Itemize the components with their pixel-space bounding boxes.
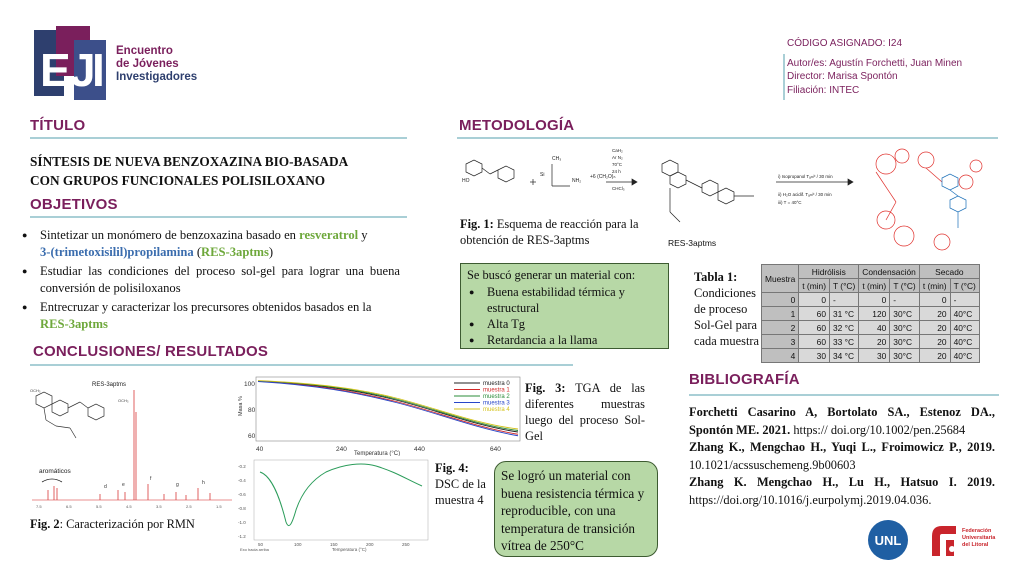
condition: ii) H₂O acidif. Tₐₘᵇ / 30 min: [778, 192, 832, 197]
fuldl-line2: Universitaria: [962, 535, 996, 541]
table-cell: 40°C: [950, 321, 979, 335]
fig1-caption: Fig. 1: Esquema de reacción para la obtención de RES-3aptms: [460, 217, 639, 247]
table-subheader: t (min): [799, 279, 830, 293]
table-subheader: t (min): [859, 279, 890, 293]
table-cell: 32 °C: [830, 321, 859, 335]
table-cell: 60: [799, 335, 830, 349]
table-cell: 31 °C: [830, 307, 859, 321]
nmr-annotation: aromáticos: [39, 468, 71, 475]
reference-item: Zhang K. Mengchao H., Lu H., Hatsuo I. 2019. https://doi.org/10.1016/j.eurpolymj.2019.04.036.: [689, 475, 995, 507]
condition: CaH₂: [612, 148, 623, 153]
svg-text:3.5: 3.5: [156, 504, 162, 509]
dsc-ytick: -0.6: [238, 492, 246, 497]
tga-xlabel: Temperatura (°C): [354, 451, 401, 456]
condition: 70°C: [612, 162, 623, 167]
svg-text:+6 (CH₂O)ₙ: +6 (CH₂O)ₙ: [590, 174, 616, 180]
table-cell: 34 °C: [830, 349, 859, 363]
dsc-footer: Exo hacia arriba: [240, 547, 269, 552]
table-subheader: t (min): [919, 279, 950, 293]
res3aptms-highlight: RES-3aptms: [201, 245, 269, 259]
table-row: [762, 335, 980, 349]
table-row: [762, 293, 980, 307]
unl-logo: [868, 520, 908, 560]
material-goals-box: [460, 263, 669, 349]
tga-xtick: 40: [256, 446, 264, 453]
bibliography-list: [689, 404, 995, 509]
dsc-ytick: -0.8: [238, 506, 246, 511]
conclusion-box: [494, 461, 658, 557]
fuldl-line1: Federación: [962, 528, 992, 534]
affiliation: Filiación: INTEC: [787, 84, 860, 96]
tga-xtick: 640: [490, 446, 501, 453]
dsc-xlabel: Temperatura (°C): [332, 547, 367, 552]
objetivos-rule: [30, 216, 407, 218]
objetivo-item: ● Entrecruzar y caracterizar los precursores obtenidos basados en la RES-3aptms: [20, 299, 400, 333]
table-cell: 0: [919, 293, 950, 307]
table-cell: 20: [919, 321, 950, 335]
poster-title-line1: SÍNTESIS DE NUEVA BENZOXAZINA BIO-BASADA: [30, 154, 349, 169]
goal-item: ● Alta Tg: [467, 316, 662, 332]
nmr-peak-label: e: [122, 482, 125, 488]
titulo-rule: [30, 137, 407, 139]
goals-intro: Se buscó generar un material con:: [467, 268, 636, 282]
header-info: [787, 37, 1012, 97]
logo-line2: de Jóvenes: [116, 58, 179, 70]
table-cell: 0: [799, 293, 830, 307]
fuldl-line3: del Litoral: [962, 542, 989, 548]
tga-legend-label: muestra 0: [483, 381, 510, 387]
table-cell: 0: [859, 293, 890, 307]
svg-text:Si: Si: [540, 172, 545, 178]
dsc-xtick: 250: [402, 542, 410, 547]
table-cell: 30°C: [890, 321, 920, 335]
svg-text:6.5: 6.5: [66, 504, 72, 509]
sample-number: 0: [762, 293, 799, 307]
metodologia-heading: METODOLOGÍA: [459, 117, 575, 134]
table-subheader: T (°C): [950, 279, 979, 293]
condition: 24 h: [612, 169, 621, 174]
assigned-code: CÓDIGO ASIGNADO: I24: [787, 38, 903, 49]
svg-text:E: E: [40, 44, 71, 96]
tga-legend-label: muestra 4: [483, 407, 510, 413]
dsc-ytick: -0.4: [238, 478, 246, 483]
reference-item: Zhang K., Mengchao H., Yuqi L., Froimowicz P., 2019. 10.1021/acssuschemeng.9b00603: [689, 440, 995, 472]
table-cell: -: [950, 293, 979, 307]
poster-title: [30, 152, 348, 190]
fig3-caption: Fig. 3: TGA de las diferentes muestras luego del proceso Sol-Gel: [525, 381, 645, 443]
table-row: [762, 307, 980, 321]
tga-ytick: 100: [244, 381, 255, 388]
dsc-chart: [236, 458, 430, 552]
svg-text:I: I: [92, 44, 105, 96]
table-cell: 30°C: [890, 349, 920, 363]
table-header: Secado: [919, 265, 979, 279]
tga-xtick: 240: [336, 446, 347, 453]
table-cell: 20: [919, 349, 950, 363]
siloxane-network: [876, 149, 982, 250]
svg-text:1.5: 1.5: [216, 504, 222, 509]
goal-item: ● Retardancia a la llama: [467, 332, 662, 348]
tga-chart: [236, 374, 522, 456]
svg-text:J: J: [70, 44, 96, 96]
conclusion-text: Se logró un material con buena resistencia térmica y reproducible, con una temperatura de transición vítrea de 250°C: [501, 468, 645, 553]
tga-legend-label: muestra 3: [483, 400, 510, 407]
condition: i) Isopropanol Tₐₘᵇ / 30 min: [778, 174, 833, 179]
dsc-xtick: 50: [258, 542, 264, 547]
tga-ytick: 80: [248, 407, 256, 414]
table-cell: 60: [799, 321, 830, 335]
logo-line3: Investigadores: [116, 71, 198, 83]
res3aptms-highlight: RES-3aptms: [40, 317, 108, 331]
table-subheader: T (°C): [830, 279, 859, 293]
titulo-heading: TÍTULO: [30, 117, 86, 134]
table-cell: 40°C: [950, 335, 979, 349]
table-row: [762, 321, 980, 335]
svg-text:HO: HO: [462, 178, 470, 184]
objetivo-item: ● Sintetizar un monómero de benzoxazina basado en resveratrol y 3-(trimetoxisilil)propilamina (RES-3aptms): [20, 227, 400, 261]
bibliografia-heading: BIBLIOGRAFÍA: [689, 371, 800, 388]
table-header: Muestra: [762, 265, 799, 293]
svg-text:OCH₃: OCH₃: [118, 398, 129, 403]
solgel-table: [761, 264, 980, 363]
table-cell: -: [830, 293, 859, 307]
amine-highlight: 3-(trimetoxisilil)propilamina: [40, 245, 194, 259]
svg-text:CH₃: CH₃: [552, 156, 562, 162]
nmr-peak-label: d: [104, 484, 107, 490]
nmr-title: RES-3aptms: [92, 382, 127, 388]
sample-number: 3: [762, 335, 799, 349]
logo-line1: Encuentro: [116, 45, 173, 57]
table-cell: 20: [919, 335, 950, 349]
reference-item: Forchetti Casarino A, Bortolato SA., Estenoz DA., Spontón ME. 2021. https:// doi.org/10.1002/pen.25684: [689, 405, 995, 437]
table-cell: 40: [859, 321, 890, 335]
svg-text:2.5: 2.5: [186, 504, 192, 509]
nmr-peak-label: f: [150, 476, 152, 482]
table-cell: -: [890, 293, 920, 307]
table-cell: 30: [859, 349, 890, 363]
svg-text:NH₂: NH₂: [572, 178, 582, 184]
dsc-xtick: 200: [366, 542, 374, 547]
objetivo-item: ● Estudiar las condiciones del proceso sol-gel para lograr una buena conversión de polisiloxanos: [20, 263, 400, 297]
director: Director: Marisa Spontón: [787, 71, 898, 82]
fig2-caption: Fig. 2: Caracterización por RMN: [30, 517, 195, 531]
nmr-peak-label: h: [202, 480, 205, 486]
table-cell: 60: [799, 307, 830, 321]
table-row: [762, 349, 980, 363]
tabla1-caption: Tabla 1: Condiciones de proceso Sol-Gel para cada muestra: [694, 270, 760, 348]
tga-ylabel: Masa %: [238, 396, 244, 416]
table-subheader: T (°C): [890, 279, 920, 293]
conclusiones-heading: CONCLUSIONES/ RESULTADOS: [33, 343, 269, 360]
table-cell: 30: [799, 349, 830, 363]
condition: iii) T = 40°C: [778, 200, 802, 205]
authors: Autor/es: Agustín Forchetti, Juan Minen: [787, 57, 963, 69]
bibliografia-rule: [689, 394, 999, 396]
dsc-xtick: 100: [294, 542, 302, 547]
dsc-ytick: -0.2: [238, 464, 246, 469]
product-label: RES-3aptms: [668, 238, 717, 248]
nmr-figure: [26, 372, 238, 514]
table-cell: 40°C: [950, 349, 979, 363]
sample-number: 2: [762, 321, 799, 335]
objetivos-heading: OBJETIVOS: [30, 196, 118, 213]
table-cell: 40°C: [950, 307, 979, 321]
objetivos-list: [20, 227, 400, 335]
svg-text:OCH₃: OCH₃: [30, 388, 41, 393]
svg-text:5.5: 5.5: [96, 504, 102, 509]
fuldl-logo: [928, 522, 1008, 560]
tga-xtick: 440: [414, 446, 425, 453]
table-cell: 20: [919, 307, 950, 321]
svg-text:7.5: 7.5: [36, 504, 42, 509]
metodologia-rule: [457, 137, 998, 139]
dsc-ytick: -1.0: [238, 520, 246, 525]
table-cell: 20: [859, 335, 890, 349]
unl-logo-text: UNL: [874, 532, 902, 548]
nmr-peak-label: g: [176, 482, 179, 488]
condition: CHCl₃: [612, 186, 625, 191]
svg-text:4.5: 4.5: [126, 504, 132, 509]
sample-number: 1: [762, 307, 799, 321]
fig4-caption: Fig. 4: DSC de la muestra 4: [435, 461, 486, 507]
table-cell: 120: [859, 307, 890, 321]
table-cell: 30°C: [890, 335, 920, 349]
dsc-ytick: -1.2: [238, 534, 246, 539]
dsc-xtick: 150: [330, 542, 338, 547]
eji-logo: [34, 26, 209, 102]
sample-number: 4: [762, 349, 799, 363]
resveratrol-highlight: resveratrol: [299, 228, 359, 242]
table-header: Hidrólisis: [799, 265, 859, 279]
condition: Ar N₂: [612, 155, 623, 160]
tga-legend-label: muestra 1: [483, 387, 510, 394]
table-header: Condensación: [859, 265, 920, 279]
eji-logo-mark: [34, 26, 112, 102]
poster-title-line2: CON GRUPOS FUNCIONALES POLISILOXANO: [30, 173, 326, 188]
table-cell: 33 °C: [830, 335, 859, 349]
table-cell: 30°C: [890, 307, 920, 321]
tga-legend-label: muestra 2: [483, 394, 510, 400]
tga-ytick: 60: [248, 433, 256, 440]
goal-item: ● Buena estabilidad térmica y estructural: [467, 284, 662, 316]
conclusiones-rule: [30, 364, 573, 366]
